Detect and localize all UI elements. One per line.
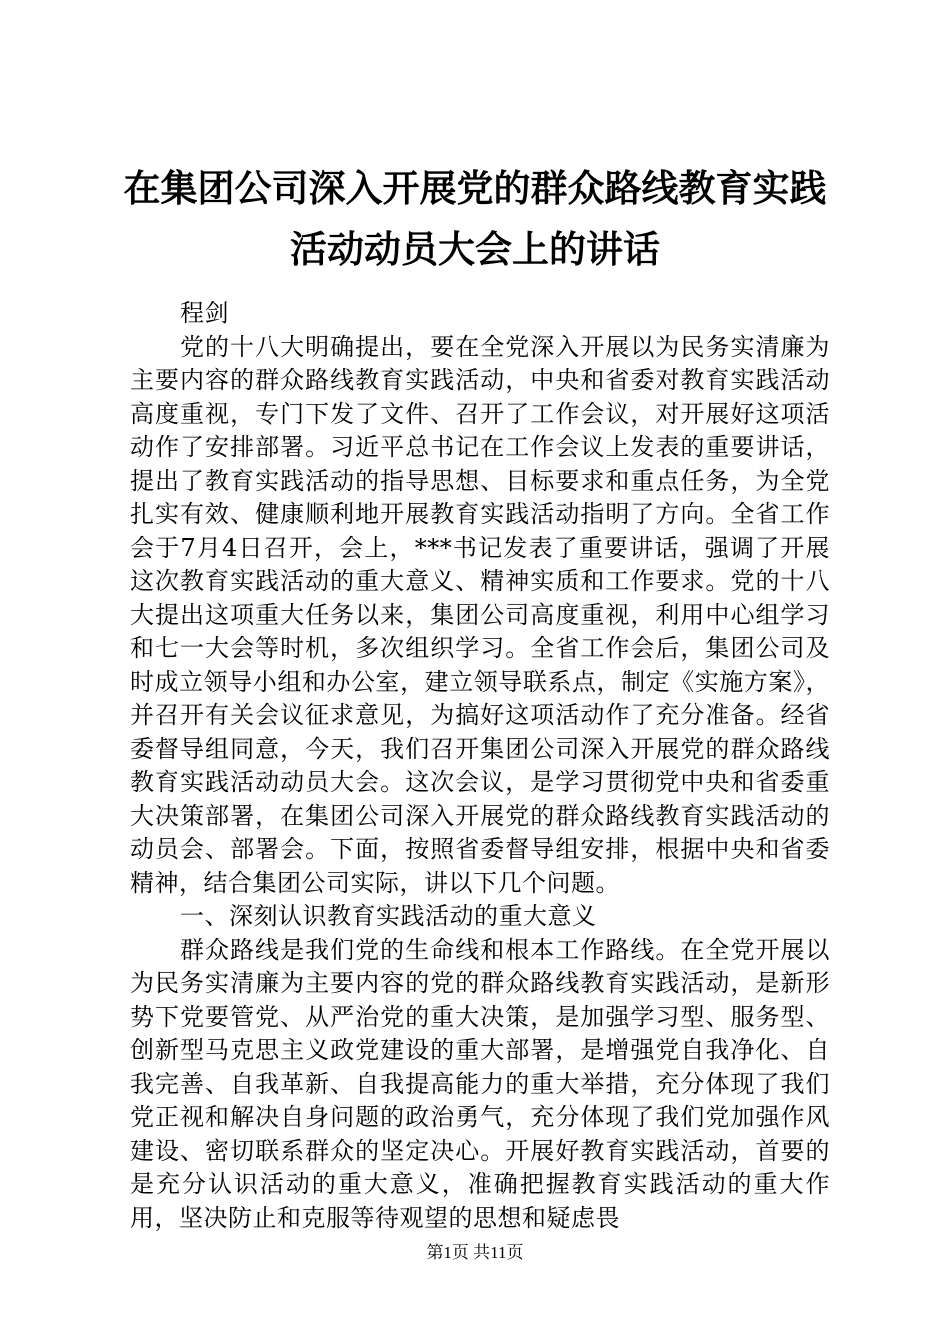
document-body: [130, 297, 830, 1235]
section-heading: 一、深刻认识教育实践活动的重大意义: [180, 902, 597, 930]
page-footer: 第1页 共11页: [426, 1243, 524, 1262]
body-paragraph: 群众路线是我们党的生命线和根本工作路线。在全党开展以为民务实清廉为主要内容的党的群众路线教育实践活动，是新形势下党要管党、从严治党的重大决策，是加强学习型、服务型、创新型马克思主义政党建设的重大部署，是增强党自我净化、自我完善、自我革新、自我提高能力的重大举措，充分体现了我们党正视和解决自身问题的政治勇气，充分体现了我们党加强作风建设、密切联系群众的坚定决心。开展好教育实践活动，首要的是充分认识活动的重大意义，准确把握教育实践活动的重大作用，坚决防止和克服等待观望的思想和疑虑畏: [130, 935, 830, 1232]
body-paragraph: 党的十八大明确提出，要在全党深入开展以为民务实清廉为主要内容的群众路线教育实践活动，中央和省委对教育实践活动高度重视，专门下发了文件、召开了工作会议，对开展好这项活动作了安排部署。习近平总书记在工作会议上发表的重要讲话，提出了教育实践活动的指导思想、目标要求和重点任务，为全党扎实有效、健康顺利地开展教育实践活动指明了方向。全省工作会于7月4日召开，会上，***书记发表了重要讲话，强调了开展这次教育实践活动的重大意义、精神实质和工作要求。党的十八大提出这项重大任务以来，集团公司高度重视，利用中心组学习和七一大会等时机，多次组织学习。全省工作会后，集团公司及时成立领导小组和办公室，建立领导联系点，制定《实施方案》，并召开有关会议征求意见，为搞好这项活动作了充分准备。经省委督导组同意，今天，我们召开集团公司深入开展党的群众路线教育实践活动动员大会。这次会议，是学习贯彻党中央和省委重大决策部署，在集团公司深入开展党的群众路线教育实践活动的动员会、部署会。下面，按照省委督导组安排，根据中央和省委精神，结合集团公司实际，讲以下几个问题。: [130, 332, 830, 897]
author-line: 程剑: [180, 299, 229, 327]
document-title: 在集团公司深入开展党的群众路线教育实践活动动员大会上的讲话: [123, 166, 827, 271]
